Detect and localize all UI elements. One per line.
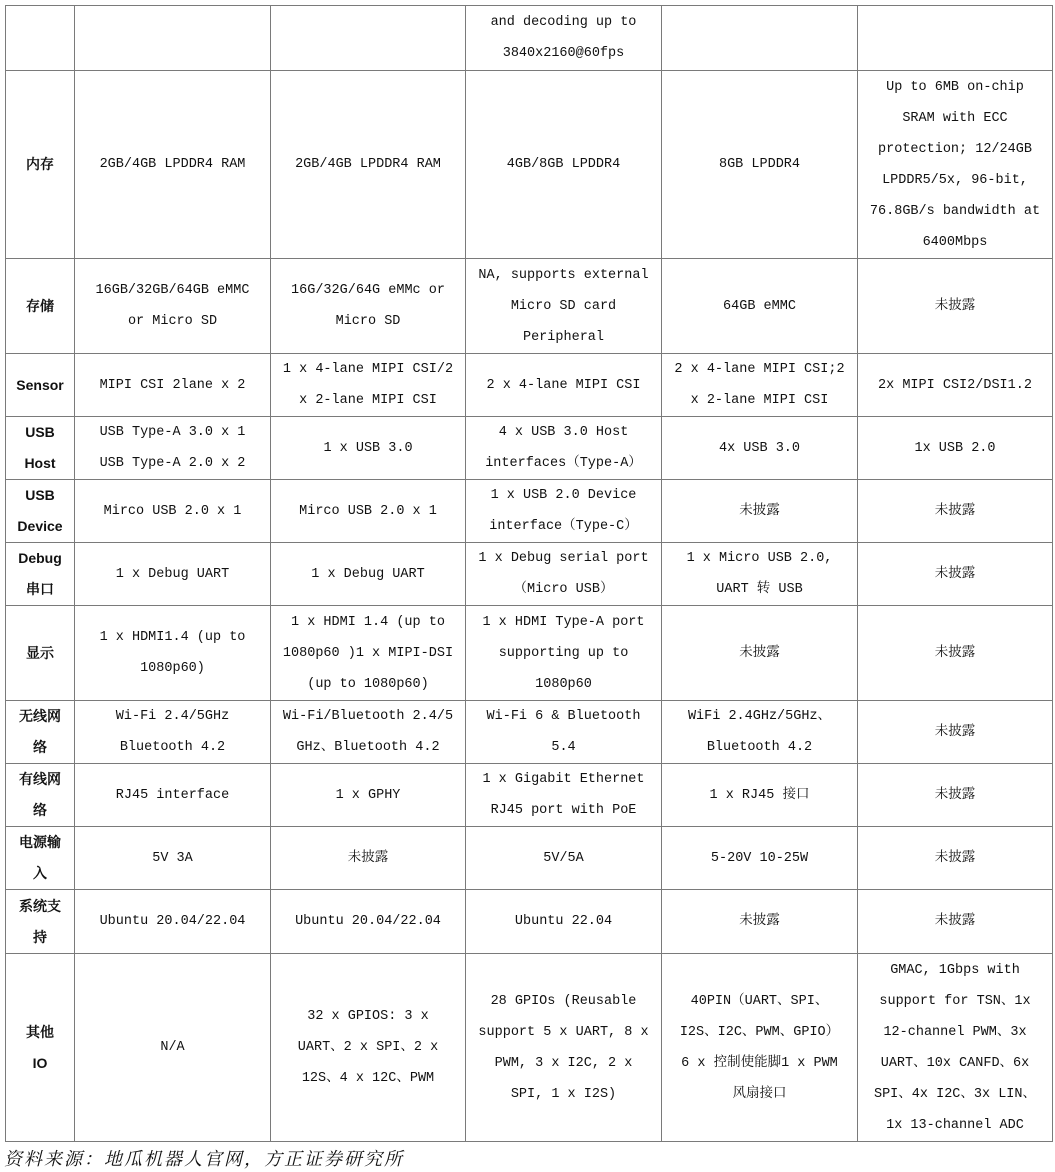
cell-debug-serial-3: 1 x Debug serial port （Micro USB）: [466, 543, 662, 606]
source-note: 资料来源：地瓜机器人官网，方正证券研究所: [4, 1149, 404, 1169]
spec-comparison-table: [5, 5, 1053, 1142]
cell-memory-2: 2GB/4GB LPDDR4 RAM: [271, 71, 466, 259]
cell-other-io-4: 40PIN（UART、SPI、 I2S、I2C、PWM、GPIO） 6 x 控制使能脚1 x PWM 风扇接口: [662, 954, 858, 1142]
row-label-memory: 内存: [6, 71, 75, 259]
cell-continuation-5: [858, 6, 1053, 71]
cell-memory-1: 2GB/4GB LPDDR4 RAM: [75, 71, 271, 259]
cell-display-4: 未披露: [662, 606, 858, 701]
cell-wired-3: 1 x Gigabit Ethernet RJ45 port with PoE: [466, 764, 662, 827]
cell-power-input-2: 未披露: [271, 827, 466, 890]
cell-debug-serial-1: 1 x Debug UART: [75, 543, 271, 606]
row-label-wired: 有线网 络: [6, 764, 75, 827]
cell-continuation-2: [271, 6, 466, 71]
cell-usb-host-5: 1x USB 2.0: [858, 417, 1053, 480]
cell-continuation-3: and decoding up to 3840x2160@60fps: [466, 6, 662, 71]
cell-wired-4: 1 x RJ45 接口: [662, 764, 858, 827]
row-label-debug-serial: Debug 串口: [6, 543, 75, 606]
cell-os-support-1: Ubuntu 20.04/22.04: [75, 890, 271, 954]
cell-sensor-3: 2 x 4-lane MIPI CSI: [466, 354, 662, 417]
cell-continuation-4: [662, 6, 858, 71]
row-label-sensor: Sensor: [6, 354, 75, 417]
row-label-power-input: 电源输 入: [6, 827, 75, 890]
cell-os-support-2: Ubuntu 20.04/22.04: [271, 890, 466, 954]
cell-usb-device-3: 1 x USB 2.0 Device interface（Type-C）: [466, 480, 662, 543]
cell-usb-host-3: 4 x USB 3.0 Host interfaces（Type-A）: [466, 417, 662, 480]
cell-display-2: 1 x HDMI 1.4 (up to 1080p60 )1 x MIPI-DSI (up to 1080p60): [271, 606, 466, 701]
cell-other-io-1: N/A: [75, 954, 271, 1142]
cell-storage-1: 16GB/32GB/64GB eMMC or Micro SD: [75, 259, 271, 354]
cell-wired-5: 未披露: [858, 764, 1053, 827]
cell-storage-2: 16G/32G/64G eMMc or Micro SD: [271, 259, 466, 354]
row-label-continuation: [6, 6, 75, 71]
cell-sensor-1: MIPI CSI 2lane x 2: [75, 354, 271, 417]
cell-usb-device-1: Mirco USB 2.0 x 1: [75, 480, 271, 543]
cell-wireless-2: Wi-Fi/Bluetooth 2.4/5 GHz、Bluetooth 4.2: [271, 701, 466, 764]
cell-debug-serial-4: 1 x Micro USB 2.0, UART 转 USB: [662, 543, 858, 606]
cell-debug-serial-2: 1 x Debug UART: [271, 543, 466, 606]
cell-display-3: 1 x HDMI Type-A port supporting up to 1080p60: [466, 606, 662, 701]
cell-display-1: 1 x HDMI1.4 (up to 1080p60): [75, 606, 271, 701]
row-label-display: 显示: [6, 606, 75, 701]
cell-os-support-5: 未披露: [858, 890, 1053, 954]
cell-other-io-3: 28 GPIOs (Reusable support 5 x UART, 8 x PWM, 3 x I2C, 2 x SPI, 1 x I2S): [466, 954, 662, 1142]
cell-usb-device-5: 未披露: [858, 480, 1053, 543]
cell-wireless-4: WiFi 2.4GHz/5GHz、 Bluetooth 4.2: [662, 701, 858, 764]
row-label-other-io: 其他 IO: [6, 954, 75, 1142]
row-label-os-support: 系统支 持: [6, 890, 75, 954]
cell-usb-host-1: USB Type-A 3.0 x 1 USB Type-A 2.0 x 2: [75, 417, 271, 480]
cell-wireless-3: Wi-Fi 6 & Bluetooth 5.4: [466, 701, 662, 764]
cell-sensor-5: 2x MIPI CSI2/DSI1.2: [858, 354, 1053, 417]
cell-power-input-1: 5V 3A: [75, 827, 271, 890]
cell-storage-3: NA, supports external Micro SD card Peripheral: [466, 259, 662, 354]
cell-power-input-5: 未披露: [858, 827, 1053, 890]
cell-memory-4: 8GB LPDDR4: [662, 71, 858, 259]
cell-usb-device-2: Mirco USB 2.0 x 1: [271, 480, 466, 543]
cell-wired-2: 1 x GPHY: [271, 764, 466, 827]
cell-os-support-3: Ubuntu 22.04: [466, 890, 662, 954]
cell-usb-host-2: 1 x USB 3.0: [271, 417, 466, 480]
cell-display-5: 未披露: [858, 606, 1053, 701]
cell-sensor-2: 1 x 4-lane MIPI CSI/2 x 2-lane MIPI CSI: [271, 354, 466, 417]
cell-wired-1: RJ45 interface: [75, 764, 271, 827]
cell-memory-5: Up to 6MB on-chip SRAM with ECC protection; 12/24GB LPDDR5/5x, 96-bit, 76.8GB/s bandwidth at 6400Mbps: [858, 71, 1053, 259]
row-label-wireless: 无线网 络: [6, 701, 75, 764]
cell-continuation-1: [75, 6, 271, 71]
cell-power-input-3: 5V/5A: [466, 827, 662, 890]
cell-usb-device-4: 未披露: [662, 480, 858, 543]
cell-wireless-1: Wi-Fi 2.4/5GHz Bluetooth 4.2: [75, 701, 271, 764]
cell-memory-3: 4GB/8GB LPDDR4: [466, 71, 662, 259]
cell-sensor-4: 2 x 4-lane MIPI CSI;2 x 2-lane MIPI CSI: [662, 354, 858, 417]
cell-other-io-5: GMAC, 1Gbps with support for TSN、1x 12-channel PWM、3x UART、10x CANFD、6x SPI、4x I2C、3x LIN、 1x 13-channel ADC: [858, 954, 1053, 1142]
cell-wireless-5: 未披露: [858, 701, 1053, 764]
row-label-usb-device: USB Device: [6, 480, 75, 543]
cell-usb-host-4: 4x USB 3.0: [662, 417, 858, 480]
cell-storage-5: 未披露: [858, 259, 1053, 354]
cell-power-input-4: 5-20V 10-25W: [662, 827, 858, 890]
row-label-storage: 存储: [6, 259, 75, 354]
cell-storage-4: 64GB eMMC: [662, 259, 858, 354]
cell-other-io-2: 32 x GPIOS: 3 x UART、2 x SPI、2 x 12S、4 x 12C、PWM: [271, 954, 466, 1142]
cell-debug-serial-5: 未披露: [858, 543, 1053, 606]
row-label-usb-host: USB Host: [6, 417, 75, 480]
cell-os-support-4: 未披露: [662, 890, 858, 954]
